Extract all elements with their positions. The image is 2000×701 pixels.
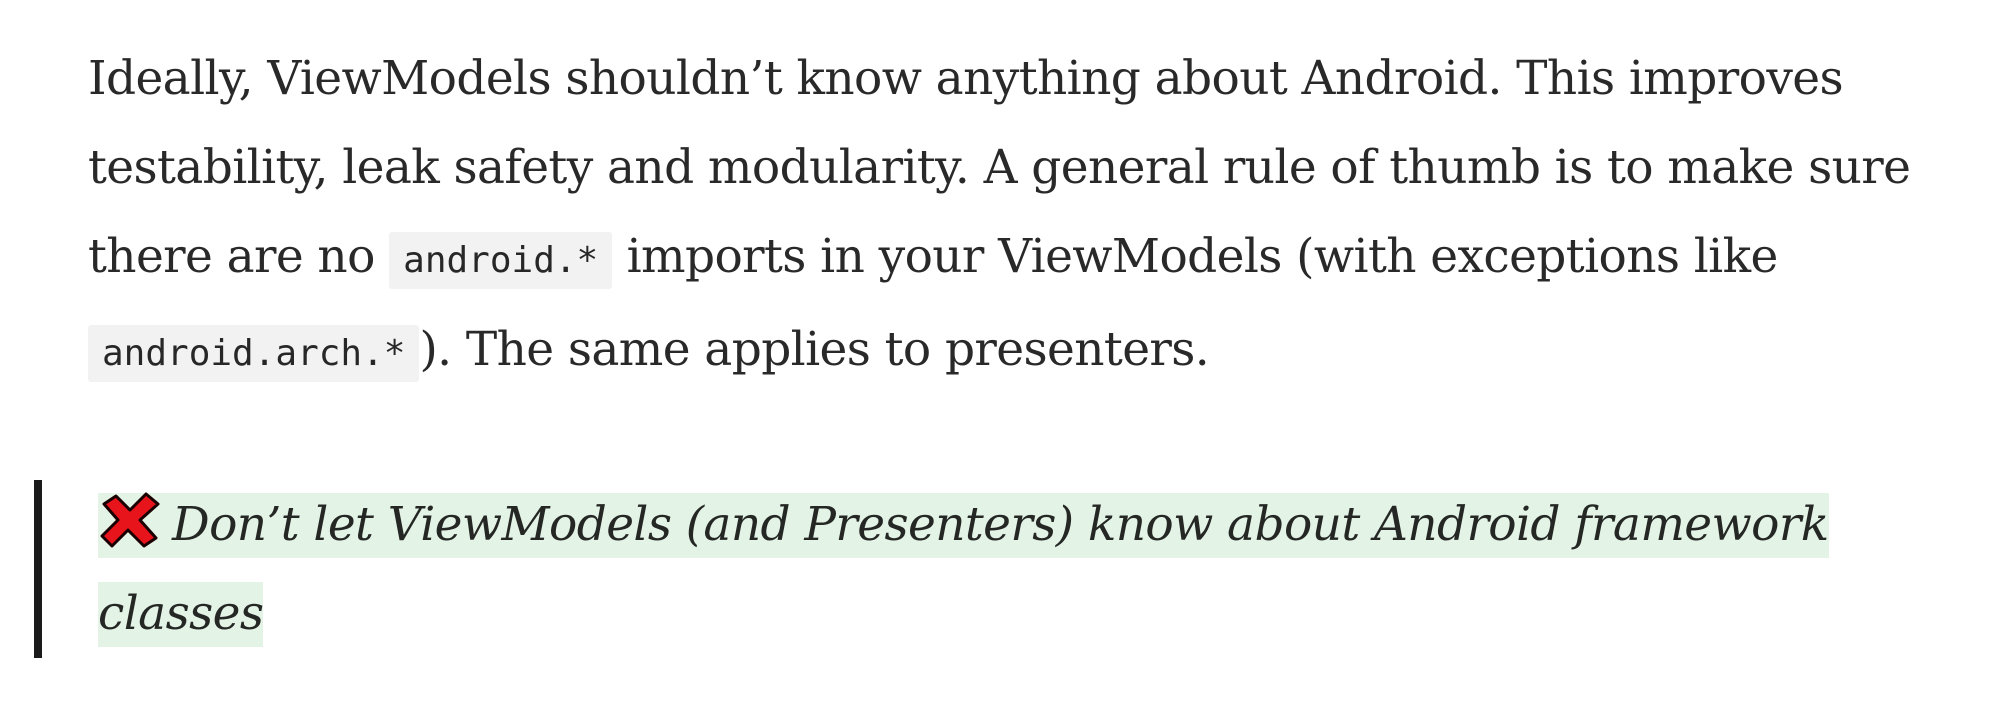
article-body <box>88 34 1968 398</box>
paragraph-text-3: ). The same applies to presenters. <box>419 322 1210 377</box>
paragraph-text-1: Ideally, ViewModels shouldn’t know anything about Android. This improves testability, leak safety and modularity. A general rule of thumb is to make sure there are no <box>88 51 1911 284</box>
cross-mark-icon <box>98 492 162 548</box>
paragraph-text-2: imports in your ViewModels (with exceptions like <box>612 229 1778 284</box>
quote-highlight <box>98 493 1829 647</box>
quote-text: Don’t let ViewModels (and Presenters) know about Android framework classes <box>98 497 1829 641</box>
paragraph <box>88 34 1988 398</box>
blockquote <box>34 480 1998 658</box>
inline-code-android-arch: android.arch.* <box>88 325 419 382</box>
inline-code-android: android.* <box>389 232 612 289</box>
